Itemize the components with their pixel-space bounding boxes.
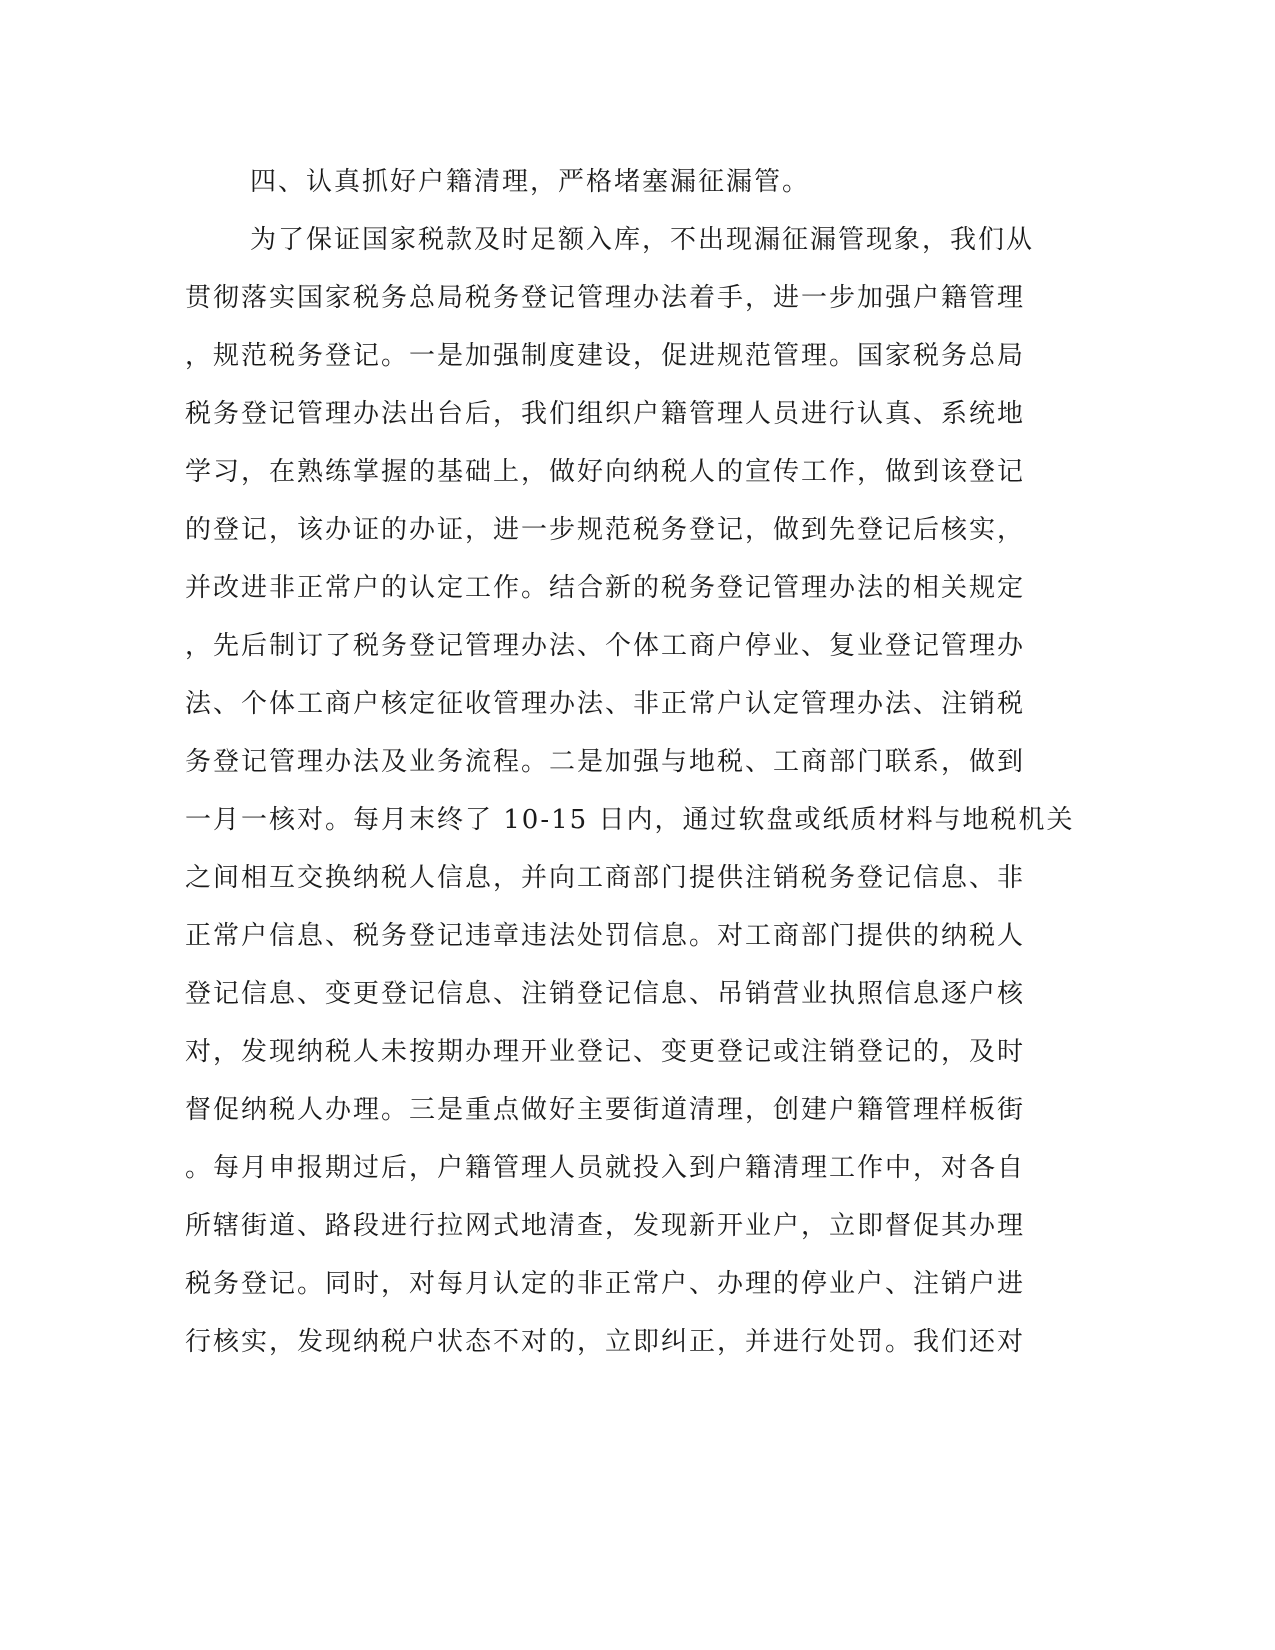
- paragraph-line: 务登记管理办法及业务流程。二是加强与地税、工商部门联系，做到: [185, 747, 1026, 777]
- paragraph-line: 对，发现纳税人未按期办理开业登记、变更登记或注销登记的，及时: [185, 1037, 1026, 1067]
- paragraph-line: 。每月申报期过后，户籍管理人员就投入到户籍清理工作中，对各自: [185, 1153, 1026, 1183]
- paragraph-line: 税务登记。同时，对每月认定的非正常户、办理的停业户、注销户进: [185, 1269, 1026, 1299]
- paragraph-line: 之间相互交换纳税人信息，并向工商部门提供注销税务登记信息、非: [185, 863, 1026, 893]
- paragraph-line: 为了保证国家税款及时足额入库，不出现漏征漏管现象，我们从: [250, 225, 1035, 255]
- paragraph-line: 行核实，发现纳税户状态不对的，立即纠正，并进行处罚。我们还对: [185, 1327, 1026, 1357]
- paragraph-line: 正常户信息、税务登记违章违法处罚信息。对工商部门提供的纳税人: [185, 921, 1026, 951]
- paragraph-line: 学习，在熟练掌握的基础上，做好向纳税人的宣传工作，做到该登记: [185, 457, 1026, 487]
- paragraph-line: 一月一核对。每月末终了 10-15 日内，通过软盘或纸质材料与地税机关: [185, 805, 1075, 835]
- paragraph-line: 贯彻落实国家税务总局税务登记管理办法着手，进一步加强户籍管理: [185, 283, 1026, 313]
- paragraph-line: 税务登记管理办法出台后，我们组织户籍管理人员进行认真、系统地: [185, 399, 1026, 429]
- paragraph-line: 并改进非正常户的认定工作。结合新的税务登记管理办法的相关规定: [185, 573, 1026, 603]
- paragraph-line: 登记信息、变更登记信息、注销登记信息、吊销营业执照信息逐户核: [185, 979, 1026, 1009]
- paragraph-line: ，先后制订了税务登记管理办法、个体工商户停业、复业登记管理办: [185, 631, 1026, 661]
- paragraph-line: ，规范税务登记。一是加强制度建设，促进规范管理。国家税务总局: [185, 341, 1026, 371]
- paragraph-line: 督促纳税人办理。三是重点做好主要街道清理，创建户籍管理样板街: [185, 1095, 1026, 1125]
- section-heading: 四、认真抓好户籍清理，严格堵塞漏征漏管。: [250, 167, 811, 197]
- paragraph-line: 的登记，该办证的办证，进一步规范税务登记，做到先登记后核实，: [185, 515, 1026, 545]
- paragraph-line: 法、个体工商户核定征收管理办法、非正常户认定管理办法、注销税: [185, 689, 1026, 719]
- paragraph-line: 所辖街道、路段进行拉网式地清查，发现新开业户，立即督促其办理: [185, 1211, 1026, 1241]
